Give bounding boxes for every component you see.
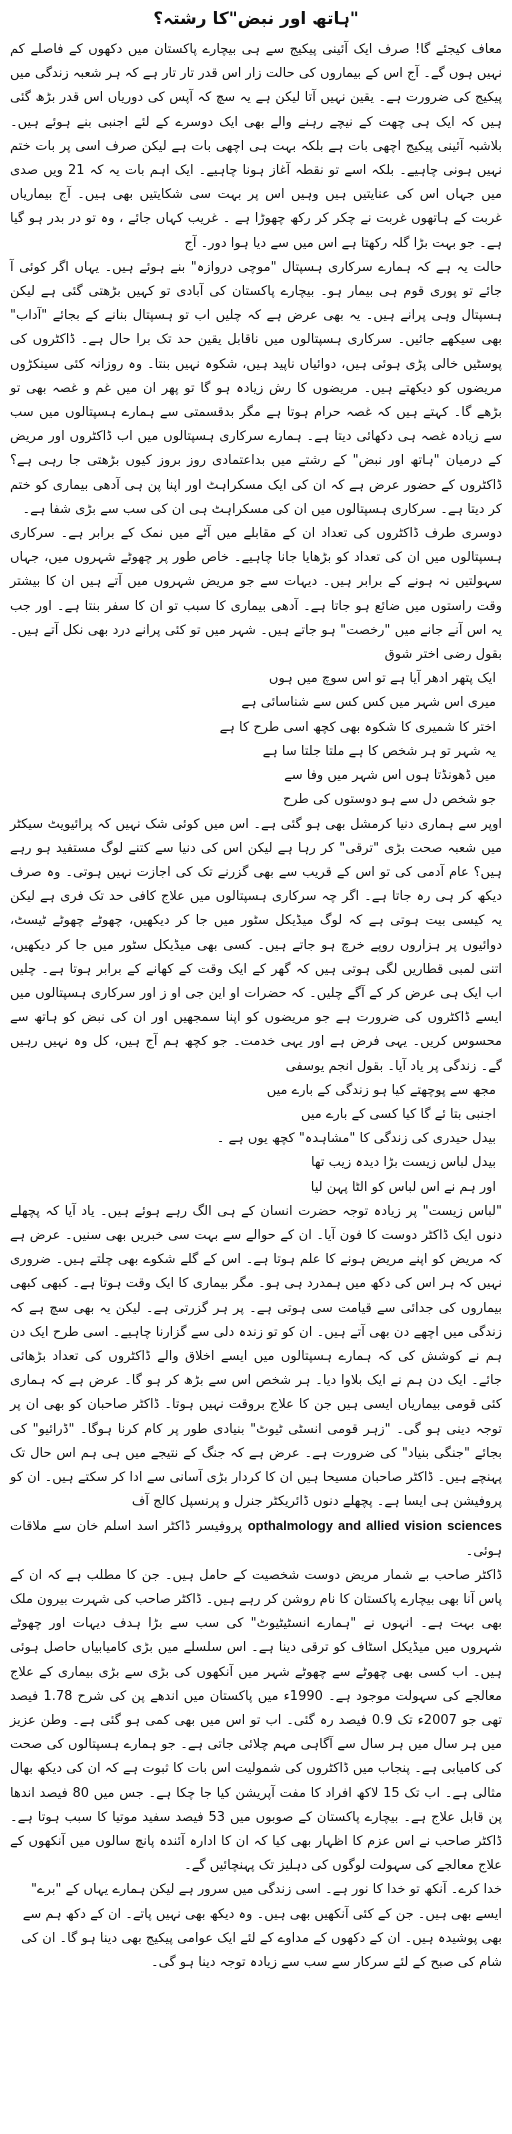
- paragraph-1: معاف کیجئے گا! صرف ایک آئینی پیکیج سے ہی بیچارے پاکستان میں دکھوں کے فاصلے کم نہیں ہوں گے۔ آج اس کے بیماروں کی حالت زار اس قدر تار تار ہے کہ ہر شعبہ زندگی میں پیکیج کی ضرورت ہے۔ یقین نہیں آتا لیکن ہے یہ سچ کہ آپس کی دوریاں اس قدر بڑھ گئی ہیں کہ ایک ہی چھت کے نیچے رہنے والے بھی ایک دوسرے کے لئے اجنبی بنے ہوئے ہیں۔ بلاشبہ آئینی پیکیج اچھی بات ہے بلکہ بہت ہی اچھی بات ہے لیکن صرف اسی پر بات ختم نہیں ہونی چاہیے۔ بلکہ اسے تو نقطہ آغاز ہونا چاہیے۔ ایک اہم بات یہ کہ 21 ویں صدی میں جہاں اس کی عنایتیں ہیں وہیں اس پر بہت سی شکایتیں بھی ہیں۔ آج بیماریاں غربت کے ہاتھوں غربت نے چکر کر رکھ چھوڑا ہے ۔ غریب کہاں جائے ، وہ تو در بدر ہو گیا ہے۔ جو بہت بڑا گلہ رکھتا ہے اس میں سے دیا ہوا دور۔ آج: [10, 42, 502, 251]
- poem-line: جو شخص دل سے ہو دوستوں کی طرح: [282, 792, 496, 808]
- paragraph-4: اوپر سے ہماری دنیا کرمشل بھی ہو گئی ہے۔ اس میں کوئی شک نہیں کہ پرائیویٹ سیکٹر میں شعبہ صحت بڑی "ترقی" کر رہا ہے لیکن اس کی دنیا سے کتنے لوگ مستفید ہو رہے ہیں؟ عام آدمی کی تو اس کے قریب سے بھی گزرنے تک کی اجازت نہیں ہوتی۔ وہ صرف دیکھ کر ہی رہ جاتا ہے۔ اگر چہ سرکاری ہسپتالوں میں علاج کافی حد تک فری ہے لیکن یہ کیسی بیت ہوتی ہے کہ لوگ میڈیکل سٹور میں جا کر دیکھیں، چھوٹے چھوٹے ٹیسٹ، دوائیوں پر ہزاروں روپے خرچ ہو جاتے ہیں۔ کسی بھی میڈیکل سٹور میں جا کر دیکھیں، اتنی لمبی قطاریں لگی ہوتی ہیں کہ گھر کے ایک وقت کے کھانے کے برابر ہوتا ہے۔ چلیں اب ایک ہی عرض کر کے آگے چلیں۔ کہ حضرات او این جی او ز اور سرکاری ہسپتالوں میں ایسے ڈاکٹروں کی ضرورت ہے جو مریضوں کو اپنا سمجھیں اور ان کی نبض کو ہاتھ سے محسوس کریں۔ یہی فرض ہے اور یہی خدمت۔ جو کچھ ہم آج ہیں، کل وہ نہیں رہیں گے۔ زندگی پر یاد آیا۔ بقول انجم یوسفی: [10, 816, 502, 1074]
- paragraph-3: دوسری طرف ڈاکٹروں کی تعداد ان کے مقابلے میں آٹے میں نمک کے برابر ہے۔ سرکاری ہسپتالوں میں ان کی تعداد کو بڑھایا جانا چاہیے۔ خاص طور پر چھوٹے شہروں میں، جہاں سہولتیں نہ ہونے کے برابر ہیں۔ دیہات سے جو مریض شہروں میں آتے ہیں ان کا بیشتر وقت راستوں میں ضائع ہو جاتا ہے۔ آدھی بیماری کا سبب تو ان کا سفر بنتا ہے۔ اور جب یہ اس آنے جانے میں "رخصت" ہو جاتے ہیں۔ شہر میں تو کئی پرانے درد بھی نکل آتے ہیں۔ بقول رضی اختر شوق: [10, 526, 502, 663]
- paragraph-7: ڈاکٹر صاحب بے شمار مریض دوست شخصیت کے حامل ہیں۔ جن کا مطلب ہے کہ ان کے پاس آنا بھی بیچارے پاکستان کا نام روشن کر رہے ہیں۔ ڈاکٹر صاحب کی شہرت بیرون ملک بھی بہت ہے۔ انہوں نے "ہمارے انسٹیٹیوٹ" کی سب سے بڑا ہدف دیہات اور چھوٹے شہروں میں میڈیکل اسٹاف کو ترقی دینا ہے۔ اس سلسلے میں بڑی کامیابیاں حاصل ہوئی ہیں۔ اب کسی بھی چھوٹے سے چھوٹے شہر میں آنکھوں کی بڑی سے بڑی بیماری کے علاج معالجے کی سہولت موجود ہے۔ 1990ء میں پاکستان میں اندھے پن کی شرح 1.78 فیصد تھی جو 2007ء تک 0.9 فیصد رہ گئی۔ اب تو اس میں بھی کمی ہو گئی ہے۔ وطن عزیز میں ہر سال میں ہر سال سے آگاہی مہم چلائی جاتی ہے۔ جو ہمارے ہسپتالوں کی صحت کی کامیابی ہے۔ پنجاب میں ڈاکٹروں کی شمولیت اس بات کا ثبوت ہے کہ ان کی دیکھ بھال مثالی ہے۔ اب تک 15 لاکھ افراد کا مفت آپریشن کیا جا چکا ہے۔ جس میں 80 فیصد اندھا پن قابل علاج ہے۔ بیچارے پاکستان کے صوبوں میں 53 فیصد سفید موتیا کا سبب ہوتا ہے۔ ڈاکٹر صاحب نے اس عزم کا اظہار بھی کیا کہ ان کا ادارہ آئندہ پانچ سالوں میں آنکھوں کے علاج معالجے کی سہولت لوگوں کی دہلیز تک پہنچائیں گے۔: [10, 1567, 502, 1874]
- poem-line: میں ڈھونڈتا ہوں اس شہر میں وفا سے: [284, 768, 496, 784]
- poem-line: بیدل لباس زیست بڑا دیدہ زیب تھا: [310, 1155, 496, 1171]
- meeting-note: پروفیسر ڈاکٹر اسد اسلم خان سے ملاقات ہوئی۔: [10, 1519, 502, 1559]
- poem-line: بیدل حیدری کی زندگی کا "مشاہدہ" کچھ یوں ہے ۔: [216, 1131, 496, 1147]
- paragraph-6: [10, 1514, 502, 1563]
- poem-line: ایک پتھر ادھر آیا ہے تو اس سوچ میں ہوں: [268, 671, 496, 687]
- poem-line: اختر کا شمیری کا شکوہ بھی کچھ اسی طرح کا ہے: [219, 719, 496, 735]
- paragraph-8: خدا کرے۔ آنکھ تو خدا کا نور ہے۔ اسی زندگی میں سرور ہے لیکن ہمارے یہاں کے "برے" ایسے بھی ہیں۔ جن کے کئی آنکھیں بھی ہیں۔ وہ دیکھ بھی نہیں پاتے۔ ان کے دکھ ہم سے بھی پوشیدہ ہیں۔ ان کے دکھوں کے مداوے کے لئے ایک عوامی پیکیج بھی دینا ہو گا۔ ان کی شام کی صبح کے لئے سرکار سے سب سے زیادہ توجہ دینا ہو گی۔: [21, 1882, 502, 1971]
- poem-line: اجنبی بتا ئے گا کیا کسی کے بارے میں: [300, 1106, 496, 1122]
- poem-line: میری اس شہر میں کس کس سے شناسائی ہے: [241, 695, 496, 711]
- article-title: "ہاتھ اور نبض"کا رشتہ؟: [153, 9, 359, 29]
- paragraph-2: حالت یہ ہے کہ ہمارے سرکاری ہسپتال "موچی دروازہ" بنے ہوئے ہیں۔ یہاں اگر کوئی آ جائے تو پوری قوم ہی بیمار ہو۔ بیچارے پاکستان کی آبادی تو کہیں بڑھتی گئی ہے لیکن ہسپتال وہی پرانے ہیں۔ یہ بھی عرض ہے کہ چلیں اب تو ہسپتال بنانے کے بجائے "آداب" بھی سیکھے جائیں۔ سرکاری ہسپتالوں میں ناقابل یقین حد تک برا حال ہے۔ ڈاکٹروں کی پوسٹیں خالی پڑی ہوئی ہیں، دوائیاں ناپید ہیں، شکوہ نہیں بنتا۔ وہ روزانہ کئی سینکڑوں مریضوں کو دیکھتے ہیں۔ مریضوں کا رش زیادہ ہو گا تو پھر ان میں غم و غصہ بھی تو بڑھے گا۔ کہتے ہیں کہ غصہ حرام ہوتا ہے مگر بدقسمتی سے ہمارے ہسپتالوں میں سب سے زیادہ غصہ ہی دکھائی دیتا ہے۔ ہمارے سرکاری ہسپتالوں میں اب ڈاکٹروں اور مریض کے درمیان "ہاتھ اور نبض" کے رشتے میں بداعتمادی روز بروز کیوں بڑھتی جا رہی ہے؟ ڈاکٹروں کے حضور عرض ہے کہ ان کی ایک مسکراہٹ اور اپنا پن ہی آدھی بیماری کو ختم کر دیتا ہے۔ سرکاری ہسپتالوں میں ان کی مسکراہٹ ہی ان کی سب سے بڑی شفا ہے۔: [10, 259, 502, 517]
- paragraph-5: "لباس زیست" پر زیادہ توجہ حضرت انسان کے ہی الگ رہے ہوئے ہیں۔ یاد آیا کہ پچھلے دنوں ایک ڈاکٹر دوست کا فون آیا۔ ان کے حوالے سے بہت سی خبریں بھی سنیں۔ عرض ہے کہ مریض کو اپنے مریض ہونے کا علم ہوتا ہے۔ اس کے گلے شکوے بھی چلتے ہیں۔ ضروری نہیں کہ ہر اس کی دکھ میں ہمدرد ہی ہو۔ مگر بیماری کا ایک وقت ہوتا ہے۔ کبھی کبھی بیماروں کی جدائی سے قیامت سی ہوتی ہے۔ پر ہر گزرتی ہے۔ لیکن یہ بھی سچ ہے کہ زندگی میں اچھے دن بھی آتے ہیں۔ ان کو تو زندہ دلی سے گزارنا چاہیے۔ اسی طرح ایک دن ہم نے کوشش کی کہ ہمارے ہسپتالوں میں ایسے اخلاق والے ڈاکٹروں کی تعداد بڑھائی جائے۔ ایک دن ہم نے ایک بلاوا دیا۔ ہر شخص اس سے بڑھ کر ہو گا۔ عرض ہے کہ ہماری کئی قومی بیماریاں ایسی ہیں جن کا علاج بروقت نہیں ہوتا۔ ڈاکٹر صاحبان کو بھی ان پر توجہ دینی ہو گی۔ "زہر قومی انسٹی ٹیوٹ" بنیادی طور پر کام کرنا ہوگا۔ "ڈرائیو" کی بجائے "جنگی بنیاد" کی ضرورت ہے۔ عرض ہے کہ جنگ کے نتیجے میں ہی ہم اس حال تک پہنچے ہیں۔ ڈاکٹر صاحبان مسیحا ہیں ان کا کردار بڑی آسانی سے ادا کر سکتے ہیں۔ ان کو پروفیشن ہی ایسا ہے۔ پچھلے دنوں ڈائریکٹر جنرل و پرنسپل کالج آف: [10, 1203, 502, 1510]
- poem-line: یہ شہر تو ہر شخص کا ہے ملتا جلتا سا ہے: [262, 743, 496, 759]
- poem-line: مجھ سے پوچھتے کیا ہو زندگی کے بارے میں: [266, 1082, 496, 1098]
- english-institute-name: opthalmology and allied vision sciences: [247, 1518, 502, 1534]
- poem-line: اور ہم نے اس لباس کو الٹا پہن لیا: [310, 1179, 496, 1195]
- article-body: [10, 38, 502, 1975]
